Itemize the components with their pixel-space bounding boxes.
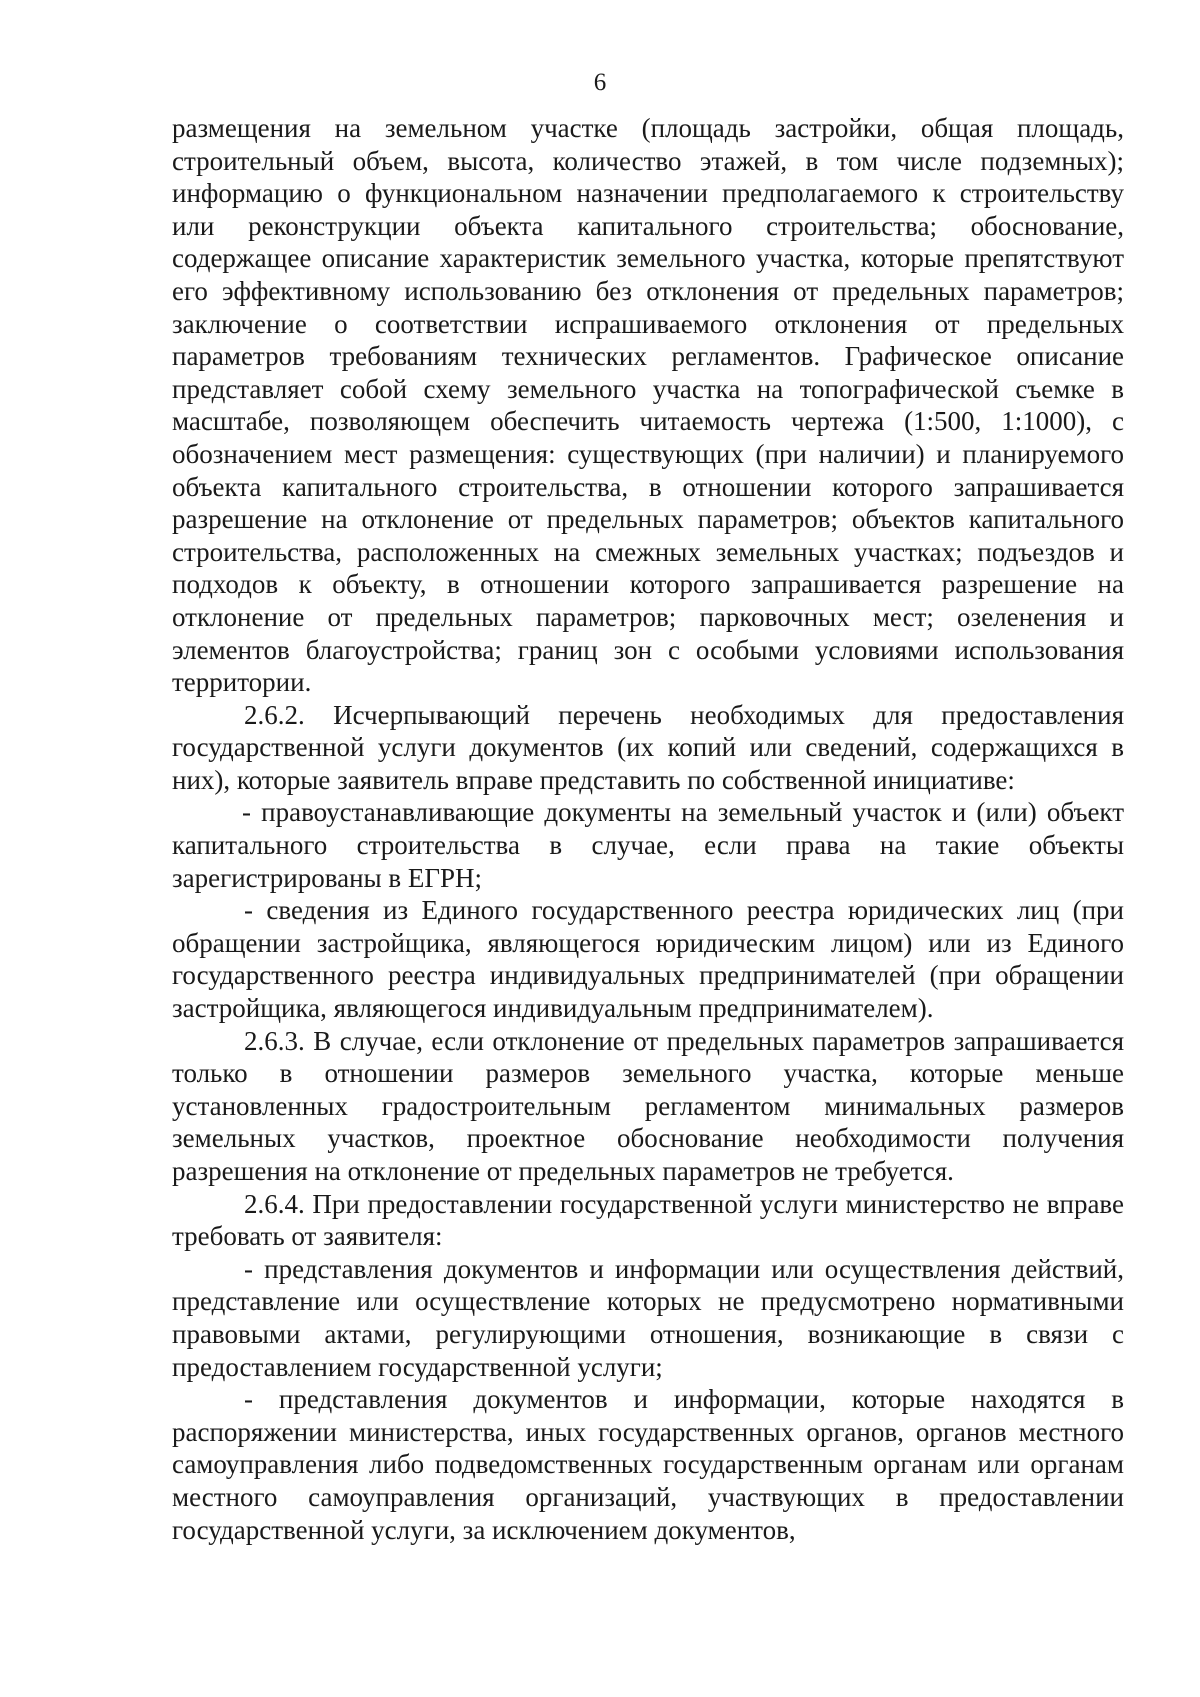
list-item-no-legal-basis: - представления документов и информации или осуществления действий, представление или осуществление которых не предусмотрено нормативными правовыми актами, регулирующими отношения, возникающие в связи с предоставлением государственной услуги; [172, 1253, 1124, 1382]
list-item-documents-in-possession: - представления документов и информации, которые находятся в распоряжении министерства, иных государственных органов, органов местного самоуправления либо подведомственных государственным органам или органам местного самоуправления организаций, участвующих в предоставлении государственной услуги, за исключением документов, [172, 1384, 1124, 1545]
list-item-egrul-egrip: - сведения из Единого государственного реестра юридических лиц (при обращении застройщика, являющегося юридическим лицом) или из Единого государственного реестра индивидуальных предпринимателей (при обращении застройщика, являющегося индивидуальным предпринимателем). [172, 895, 1124, 1024]
paragraph-continuation: размещения на земельном участке (площадь застройки, общая площадь, строительный объем, высота, количество этажей, в том числе подземных); информацию о функциональном назначении предполагаемого к строительству или реконструкции объекта капитального строительства; обоснование, содержащее описание характеристик земельного участка, которые препятствуют его эффективному использованию без отклонения от предельных параметров; заключение о соответствии испрашиваемого отклонения от предельных параметров требованиям технических регламентов. Графическое описание представляет собой схему земельного участка на топографической съемке в масштабе, позволяющем обеспечить читаемость чертежа (1:500, 1:1000), с обозначением мест размещения: существующих (при наличии) и планируемого объекта капитального строительства, в отношении которого запрашивается разрешение на отклонение от предельных параметров; объектов капитального строительства, расположенных на смежных земельных участках; подъездов и подходов к объекту, в отношении которого запрашивается разрешение на отклонение от предельных параметров; парковочных мест; озеленения и элементов благоустройства; границ зон с особыми условиями использования территории. [172, 113, 1124, 698]
paragraph-2-6-4: 2.6.4. При предоставлении государственной услуги министерство не вправе требовать от заявителя: [172, 1188, 1124, 1252]
document-body [172, 112, 1124, 1546]
list-item-title-documents: - правоустанавливающие документы на земельный участок и (или) объект капитального строительства в случае, если права на такие объекты зарегистрированы в ЕГРН; [172, 797, 1124, 893]
paragraph-2-6-3: 2.6.3. В случае, если отклонение от предельных параметров запрашивается только в отношении размеров земельного участка, которые меньше установленных градостроительным регламентом минимальных размеров земельных участков, проектное обоснование необходимости получения разрешения на отклонение от предельных параметров не требуется. [172, 1025, 1124, 1186]
paragraph-2-6-2: 2.6.2. Исчерпывающий перечень необходимых для предоставления государственной услуги документов (их копий или сведений, содержащихся в них), которые заявитель вправе представить по собственной инициативе: [172, 699, 1124, 795]
page-number: 6 [593, 69, 607, 96]
